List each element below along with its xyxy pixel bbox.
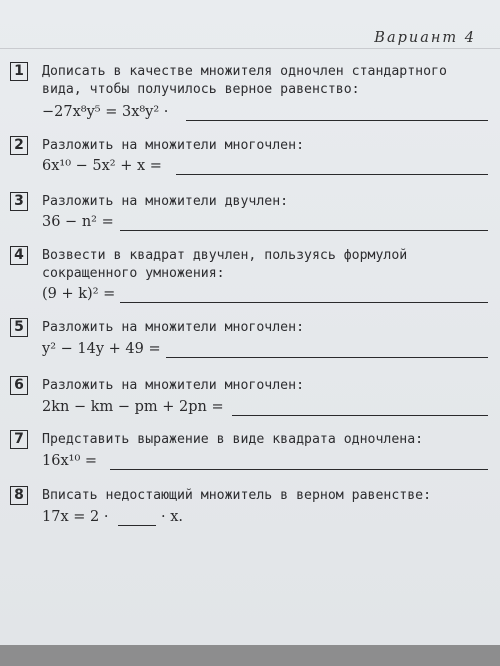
answer-line[interactable] xyxy=(176,174,488,175)
task-expression: 16x¹⁰ = xyxy=(42,453,98,469)
task-question: Возвести в квадрат двучлен, пользуясь формулой сокращенного умножения: xyxy=(42,248,408,281)
task-number: 7 xyxy=(10,430,28,449)
task-expression: y² − 14y + 49 = xyxy=(42,341,161,357)
task-question: Разложить на множители многочлен: xyxy=(42,378,305,393)
task-question: Разложить на множители многочлен: xyxy=(42,138,305,153)
task-expression: 2kn − km − pm + 2pn = xyxy=(42,399,224,415)
task-question: Представить выражение в виде квадрата одночлена: xyxy=(42,432,424,447)
answer-line[interactable] xyxy=(110,469,488,470)
answer-line[interactable] xyxy=(232,415,488,416)
task-number: 6 xyxy=(10,376,28,395)
task-expression-tail: · x. xyxy=(161,509,184,525)
variant-title: Вариант 4 xyxy=(374,30,476,46)
task-number: 8 xyxy=(10,486,28,505)
task-expression: 6x¹⁰ − 5x² + x = xyxy=(42,158,162,174)
answer-line[interactable] xyxy=(186,120,488,121)
task-8 xyxy=(10,486,490,528)
task-number: 3 xyxy=(10,192,28,211)
task-number: 1 xyxy=(10,62,28,81)
answer-line[interactable] xyxy=(166,357,488,358)
task-expression: 17x = 2 · xyxy=(42,509,109,525)
task-question: Дописать в качестве множителя одночлен стандартного вида, чтобы получилось верное равенство: xyxy=(42,64,447,97)
task-2 xyxy=(10,136,490,180)
task-expression: −27x⁸y⁵ = 3x⁸y² · xyxy=(42,104,169,120)
task-question: Разложить на множители многочлен: xyxy=(42,320,305,335)
task-number: 2 xyxy=(10,136,28,155)
task-7 xyxy=(10,430,490,472)
task-expression: 36 − n² = xyxy=(42,214,114,230)
task-number: 5 xyxy=(10,318,28,337)
task-6 xyxy=(10,376,490,416)
task-number: 4 xyxy=(10,246,28,265)
answer-blank[interactable] xyxy=(118,525,156,526)
task-expression: (9 + k)² = xyxy=(42,286,116,302)
header-divider xyxy=(0,48,500,49)
task-5 xyxy=(10,318,490,358)
task-3 xyxy=(10,192,490,232)
answer-line[interactable] xyxy=(120,302,488,303)
task-question: Вписать недостающий множитель в верном равенстве: xyxy=(42,488,432,503)
answer-line[interactable] xyxy=(120,230,488,231)
task-question: Разложить на множители двучлен: xyxy=(42,194,289,209)
task-4 xyxy=(10,246,490,306)
task-1 xyxy=(10,62,490,132)
